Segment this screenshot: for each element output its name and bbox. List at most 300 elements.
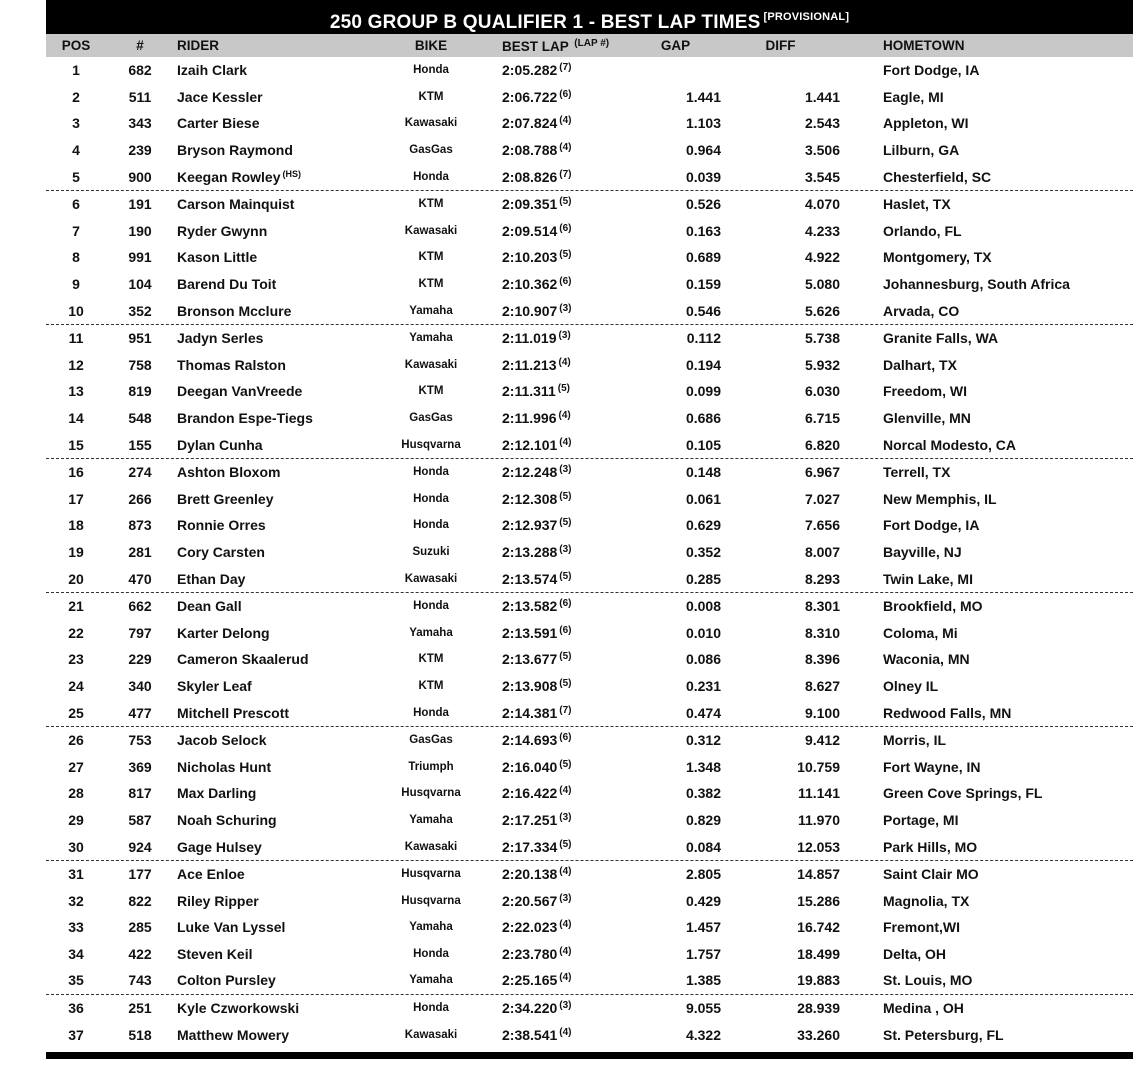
- cell-bike: KTM: [418, 90, 444, 103]
- table-row: [46, 565, 1133, 593]
- table-row: [46, 753, 1133, 780]
- cell-hometown: Johannesburg, South Africa: [883, 276, 1070, 293]
- cell-hometown: Brookfield, MO: [883, 598, 983, 615]
- cell-gap: 1.385: [685, 972, 721, 989]
- best-lap-time: 2:13.908: [502, 677, 558, 694]
- best-lap-time: 2:11.311: [502, 383, 556, 400]
- best-lap-time: 2:13.677: [502, 651, 558, 668]
- table-row: [46, 1021, 1133, 1048]
- cell-rider: [174, 1000, 365, 1016]
- table-row: [46, 191, 1133, 218]
- cell-diff: 19.883: [797, 972, 840, 989]
- cell-gap: 0.086: [685, 651, 721, 668]
- cell-bike: Honda: [413, 466, 449, 479]
- cell-number: 251: [128, 1000, 152, 1017]
- best-lap-time: 2:34.220: [502, 1000, 558, 1017]
- cell-gap: 0.105: [685, 436, 721, 453]
- cell-hometown: Saint Clair MO: [883, 866, 979, 883]
- cell-hometown: St. Louis, MO: [883, 972, 973, 989]
- cell-bike: KTM: [418, 198, 444, 211]
- cell-pos: 31: [68, 866, 84, 883]
- cell-hometown: Coloma, Mi: [883, 624, 958, 641]
- header-diff: DIFF: [765, 38, 796, 53]
- best-lap-number: (4): [559, 972, 572, 984]
- best-lap-number: (3): [559, 543, 572, 555]
- table-row: [46, 673, 1133, 700]
- cell-gap: 0.084: [685, 838, 721, 855]
- cell-diff: 8.396: [804, 651, 840, 668]
- cell-best-lap: [497, 196, 630, 212]
- cell-number: 274: [128, 464, 152, 481]
- rider-name: Cory Carsten: [177, 543, 265, 560]
- rider-name: Keegan Rowley: [177, 168, 281, 185]
- table-row: [46, 699, 1133, 727]
- cell-best-lap: [497, 437, 630, 453]
- cell-hometown: Terrell, TX: [883, 464, 951, 481]
- best-lap-time: 2:38.541: [502, 1026, 558, 1043]
- rider-name: Steven Keil: [177, 945, 253, 962]
- rider-name: Ronnie Orres: [177, 517, 266, 534]
- best-lap-time: 2:16.422: [502, 785, 558, 802]
- cell-rider: [174, 249, 365, 265]
- results-title-bar: [46, 0, 1133, 34]
- cell-diff: 9.412: [804, 732, 840, 749]
- cell-pos: 17: [68, 490, 84, 507]
- cell-diff: 4.922: [804, 249, 840, 266]
- table-row: [46, 325, 1133, 352]
- table-row: [46, 352, 1133, 379]
- cell-diff: 14.857: [797, 866, 840, 883]
- cell-number: 191: [128, 196, 152, 213]
- best-lap-number: (6): [559, 732, 572, 744]
- cell-pos: 37: [68, 1026, 84, 1043]
- cell-number: 924: [128, 838, 152, 855]
- rider-name: Luke Van Lyssel: [177, 919, 286, 936]
- cell-rider: [174, 357, 365, 373]
- cell-pos: 27: [68, 758, 84, 775]
- cell-pos: 35: [68, 972, 84, 989]
- cell-gap: 0.629: [685, 517, 721, 534]
- cell-rider: [174, 866, 365, 882]
- best-lap-number: (5): [557, 383, 570, 395]
- cell-hometown: Redwood Falls, MN: [883, 704, 1012, 721]
- cell-rider: [174, 303, 365, 319]
- cell-bike: Suzuki: [412, 545, 450, 558]
- cell-pos: 33: [68, 919, 84, 936]
- cell-hometown: Glenville, MN: [883, 410, 971, 427]
- cell-number: 422: [128, 945, 152, 962]
- table-row: [46, 110, 1133, 137]
- best-lap-time: 2:14.693: [502, 732, 558, 749]
- cell-number: 369: [128, 758, 152, 775]
- cell-number: 266: [128, 490, 152, 507]
- cell-number: 352: [128, 302, 152, 319]
- cell-pos: 30: [68, 838, 84, 855]
- cell-bike: Husqvarna: [401, 894, 461, 907]
- cell-best-lap: [497, 919, 630, 935]
- cell-rider: [174, 812, 365, 828]
- best-lap-time: 2:13.574: [502, 570, 558, 587]
- cell-rider: [174, 330, 365, 346]
- cell-hometown: Park Hills, MO: [883, 838, 978, 855]
- cell-diff: 5.080: [804, 276, 840, 293]
- best-lap-number: (5): [559, 570, 572, 582]
- cell-bike: Honda: [413, 706, 449, 719]
- best-lap-number: (7): [559, 704, 572, 716]
- cell-hometown: St. Petersburg, FL: [883, 1026, 1004, 1043]
- cell-pos: 15: [68, 436, 84, 453]
- cell-diff: 8.007: [804, 543, 840, 560]
- cell-number: 900: [128, 168, 152, 185]
- table-row: [46, 887, 1133, 914]
- cell-best-lap: [497, 276, 630, 292]
- best-lap-number: (6): [559, 222, 572, 234]
- cell-number: 281: [128, 543, 152, 560]
- cell-rider: [174, 839, 365, 855]
- cell-pos: 20: [68, 570, 84, 587]
- best-lap-time: 2:17.251: [502, 811, 558, 828]
- cell-gap: 1.103: [685, 115, 721, 132]
- rider-name: Carson Mainquist: [177, 196, 295, 213]
- best-lap-time: 2:17.334: [502, 838, 558, 855]
- cell-gap: 0.686: [685, 410, 721, 427]
- best-lap-number: (4): [559, 1026, 572, 1038]
- cell-hometown: Fort Wayne, IN: [883, 758, 981, 775]
- best-lap-number: (5): [559, 651, 572, 663]
- cell-rider: [174, 893, 365, 909]
- cell-diff: 6.715: [804, 410, 840, 427]
- best-lap-time: 2:12.308: [502, 490, 558, 507]
- cell-pos: 2: [72, 88, 80, 105]
- table-row: [46, 646, 1133, 673]
- rider-name: Ethan Day: [177, 570, 246, 587]
- cell-diff: 5.738: [804, 330, 840, 347]
- best-lap-time: 2:09.514: [502, 222, 558, 239]
- cell-gap: 0.112: [686, 330, 721, 347]
- rider-name: Cameron Skaalerud: [177, 651, 309, 668]
- cell-pos: 8: [72, 249, 80, 266]
- header-number: #: [136, 38, 144, 53]
- cell-hometown: Orlando, FL: [883, 222, 962, 239]
- best-lap-time: 2:20.138: [502, 866, 558, 883]
- best-lap-number: (5): [559, 490, 572, 502]
- cell-bike: Honda: [413, 492, 449, 505]
- table-row: [46, 271, 1133, 298]
- cell-pos: 9: [72, 276, 80, 293]
- best-lap-time: 2:25.165: [502, 972, 558, 989]
- header-best-lap-label: BEST LAP: [502, 38, 569, 54]
- best-lap-time: 2:16.040: [502, 758, 558, 775]
- cell-bike: GasGas: [409, 144, 453, 157]
- cell-hometown: Montgomery, TX: [883, 249, 992, 266]
- cell-rider: [174, 544, 365, 560]
- cell-gap: 0.285: [685, 570, 721, 587]
- cell-best-lap: [497, 812, 630, 828]
- cell-diff: 5.626: [804, 302, 840, 319]
- cell-pos: 5: [72, 168, 80, 185]
- best-lap-number: (4): [559, 919, 572, 931]
- cell-best-lap: [497, 410, 630, 426]
- cell-pos: 12: [68, 356, 84, 373]
- table-row: [46, 780, 1133, 807]
- table-row: [46, 941, 1133, 968]
- cell-best-lap: [497, 839, 630, 855]
- cell-hometown: Bayville, NJ: [883, 543, 962, 560]
- cell-bike: Yamaha: [409, 921, 453, 934]
- header-gap: GAP: [660, 38, 691, 53]
- best-lap-number: (3): [559, 302, 572, 314]
- cell-hometown: Fort Dodge, IA: [883, 62, 980, 79]
- cell-diff: 6.967: [804, 464, 840, 481]
- best-lap-number: (6): [559, 88, 572, 100]
- cell-gap: 0.429: [685, 892, 721, 909]
- cell-bike: GasGas: [409, 412, 453, 425]
- cell-diff: 6.820: [804, 436, 840, 453]
- cell-diff: 12.053: [797, 838, 840, 855]
- best-lap-time: 2:11.019: [502, 330, 557, 347]
- provisional-tag: [PROVISIONAL]: [763, 11, 850, 23]
- table-row: [46, 486, 1133, 513]
- cell-bike: Yamaha: [409, 974, 453, 987]
- cell-hometown: Haslet, TX: [883, 196, 951, 213]
- cell-best-lap: [497, 544, 630, 560]
- best-lap-time: 2:14.381: [502, 704, 558, 721]
- best-lap-number: (5): [559, 517, 572, 529]
- cell-bike: Kawasaki: [404, 1028, 458, 1041]
- cell-number: 951: [128, 330, 152, 347]
- best-lap-number: (4): [558, 356, 571, 368]
- cell-bike: KTM: [418, 251, 444, 264]
- table-row: [46, 431, 1133, 459]
- cell-gap: 0.099: [685, 383, 721, 400]
- cell-diff: 33.260: [797, 1026, 840, 1043]
- cell-number: 873: [128, 517, 152, 534]
- best-lap-time: 2:05.282: [502, 62, 558, 79]
- table-row: [46, 861, 1133, 888]
- cell-number: 470: [128, 570, 152, 587]
- cell-gap: 9.055: [685, 1000, 721, 1017]
- cell-bike: KTM: [418, 653, 444, 666]
- cell-best-lap: [497, 678, 630, 694]
- rider-name: Deegan VanVreede: [177, 383, 303, 400]
- rider-name: Matthew Mowery: [177, 1026, 290, 1043]
- cell-pos: 14: [68, 410, 84, 427]
- rider-tag: (HS): [282, 168, 301, 179]
- cell-hometown: Waconia, MN: [883, 651, 970, 668]
- table-row: [46, 512, 1133, 539]
- cell-bike: Honda: [413, 519, 449, 532]
- cell-rider: [174, 62, 365, 78]
- table-row: [46, 84, 1133, 111]
- cell-diff: 9.100: [804, 704, 840, 721]
- table-row: [46, 967, 1133, 995]
- rider-name: Riley Ripper: [177, 892, 259, 909]
- header-bike: BIKE: [414, 38, 448, 53]
- results-table-body: [46, 57, 1133, 1048]
- cell-bike: Yamaha: [409, 304, 453, 317]
- rider-name: Bronson Mcclure: [177, 302, 292, 319]
- cell-bike: KTM: [418, 679, 444, 692]
- cell-rider: [174, 946, 365, 962]
- cell-pos: 10: [68, 302, 84, 319]
- cell-bike: Husqvarna: [401, 438, 461, 451]
- cell-diff: 15.286: [797, 892, 840, 909]
- cell-rider: [174, 625, 365, 641]
- cell-diff: 7.027: [804, 490, 840, 507]
- cell-pos: 32: [68, 892, 84, 909]
- cell-pos: 18: [68, 517, 84, 534]
- cell-hometown: Arvada, CO: [883, 302, 960, 319]
- cell-bike: Kawasaki: [404, 840, 458, 853]
- cell-number: 104: [128, 276, 152, 293]
- best-lap-number: (7): [559, 62, 572, 74]
- cell-hometown: Olney IL: [883, 677, 939, 694]
- best-lap-number: (7): [559, 168, 572, 180]
- cell-hometown: Eagle, MI: [883, 88, 944, 105]
- cell-best-lap: [497, 383, 630, 399]
- best-lap-time: 2:11.996: [502, 410, 557, 427]
- cell-number: 758: [128, 356, 152, 373]
- best-lap-number: (4): [559, 866, 572, 878]
- header-lap-number: (LAP #): [574, 37, 610, 49]
- cell-diff: 5.932: [804, 356, 840, 373]
- cell-diff: 10.759: [797, 758, 840, 775]
- cell-diff: 7.656: [804, 517, 840, 534]
- best-lap-time: 2:13.582: [502, 598, 558, 615]
- cell-gap: 0.039: [685, 168, 721, 185]
- best-lap-time: 2:22.023: [502, 919, 558, 936]
- table-row: [46, 593, 1133, 620]
- cell-rider: [174, 1027, 365, 1043]
- best-lap-number: (4): [559, 436, 572, 448]
- cell-hometown: Fremont,WI: [883, 919, 960, 936]
- table-row: [46, 297, 1133, 325]
- cell-bike: Honda: [413, 64, 449, 77]
- cell-diff: 2.543: [804, 115, 840, 132]
- cell-best-lap: [497, 142, 630, 158]
- cell-gap: 0.008: [685, 598, 721, 615]
- cell-hometown: Morris, IL: [883, 732, 947, 749]
- best-lap-number: (3): [559, 1000, 572, 1012]
- header-pos: POS: [61, 38, 91, 53]
- table-row: [46, 727, 1133, 754]
- table-row: [46, 619, 1133, 646]
- cell-rider: [174, 759, 365, 775]
- best-lap-number: (5): [559, 196, 572, 208]
- rider-name: Dean Gall: [177, 598, 242, 615]
- cell-best-lap: [497, 598, 630, 614]
- cell-best-lap: [497, 89, 630, 105]
- cell-number: 991: [128, 249, 152, 266]
- cell-bike: Honda: [413, 947, 449, 960]
- table-row: [46, 163, 1133, 191]
- cell-bike: GasGas: [409, 734, 453, 747]
- cell-best-lap: [497, 464, 630, 480]
- rider-name: Brandon Espe-Tiegs: [177, 410, 313, 427]
- best-lap-time: 2:13.288: [502, 543, 558, 560]
- best-lap-number: (4): [559, 785, 572, 797]
- best-lap-number: (3): [559, 464, 572, 476]
- cell-gap: 2.805: [685, 866, 721, 883]
- cell-gap: 1.457: [685, 919, 721, 936]
- rider-name: Jadyn Serles: [177, 330, 264, 347]
- cell-gap: 0.474: [685, 704, 721, 721]
- cell-gap: 0.382: [685, 785, 721, 802]
- rider-name: Jacob Selock: [177, 732, 267, 749]
- header-hometown: HOMETOWN: [883, 38, 965, 53]
- cell-best-lap: [497, 303, 630, 319]
- cell-pos: 4: [72, 142, 80, 159]
- cell-pos: 34: [68, 945, 84, 962]
- cell-diff: 28.939: [797, 1000, 840, 1017]
- cell-diff: 8.310: [804, 624, 840, 641]
- cell-gap: 0.163: [685, 222, 721, 239]
- best-lap-number: (5): [559, 838, 572, 850]
- cell-number: 343: [128, 115, 152, 132]
- best-lap-time: 2:12.101: [502, 436, 558, 453]
- cell-best-lap: [497, 1000, 630, 1016]
- cell-pos: 21: [68, 598, 84, 615]
- cell-diff: 3.545: [804, 168, 840, 185]
- cell-pos: 26: [68, 732, 84, 749]
- table-row: [46, 244, 1133, 271]
- cell-bike: Yamaha: [409, 813, 453, 826]
- cell-number: 155: [128, 436, 152, 453]
- table-row: [46, 539, 1133, 566]
- cell-diff: 4.233: [804, 222, 840, 239]
- cell-rider: [174, 223, 365, 239]
- cell-bike: Honda: [413, 1002, 449, 1015]
- cell-diff: 3.506: [804, 142, 840, 159]
- rider-name: Noah Schuring: [177, 811, 277, 828]
- cell-rider: [174, 571, 365, 587]
- cell-rider: [174, 410, 365, 426]
- table-row: [46, 914, 1133, 941]
- cell-hometown: Appleton, WI: [883, 115, 969, 132]
- best-lap-time: 2:08.788: [502, 142, 558, 159]
- cell-best-lap: [497, 517, 630, 533]
- rider-name: Brett Greenley: [177, 490, 274, 507]
- best-lap-number: (5): [559, 758, 572, 770]
- best-lap-time: 2:06.722: [502, 88, 558, 105]
- rider-name: Ashton Bloxom: [177, 464, 281, 481]
- cell-gap: 0.546: [685, 302, 721, 319]
- rider-name: Ryder Gwynn: [177, 222, 268, 239]
- cell-best-lap: [497, 972, 630, 988]
- cell-number: 190: [128, 222, 152, 239]
- cell-best-lap: [497, 249, 630, 265]
- best-lap-time: 2:07.824: [502, 115, 558, 132]
- cell-pos: 7: [72, 222, 80, 239]
- cell-number: 239: [128, 142, 152, 159]
- cell-hometown: Portage, MI: [883, 811, 959, 828]
- cell-diff: 8.293: [804, 570, 840, 587]
- cell-diff: 16.742: [797, 919, 840, 936]
- cell-best-lap: [497, 651, 630, 667]
- cell-hometown: Twin Lake, MI: [883, 570, 973, 587]
- cell-bike: KTM: [418, 278, 444, 291]
- cell-bike: Kawasaki: [404, 224, 458, 237]
- cell-pos: 1: [72, 62, 80, 79]
- best-lap-time: 2:08.826: [502, 168, 558, 185]
- cell-rider: [174, 705, 365, 721]
- cell-rider: [174, 785, 365, 801]
- cell-gap: 0.148: [685, 464, 721, 481]
- cell-gap: 0.312: [685, 732, 721, 749]
- cell-bike: KTM: [418, 385, 444, 398]
- table-row: [46, 405, 1133, 432]
- cell-gap: 0.352: [685, 543, 721, 560]
